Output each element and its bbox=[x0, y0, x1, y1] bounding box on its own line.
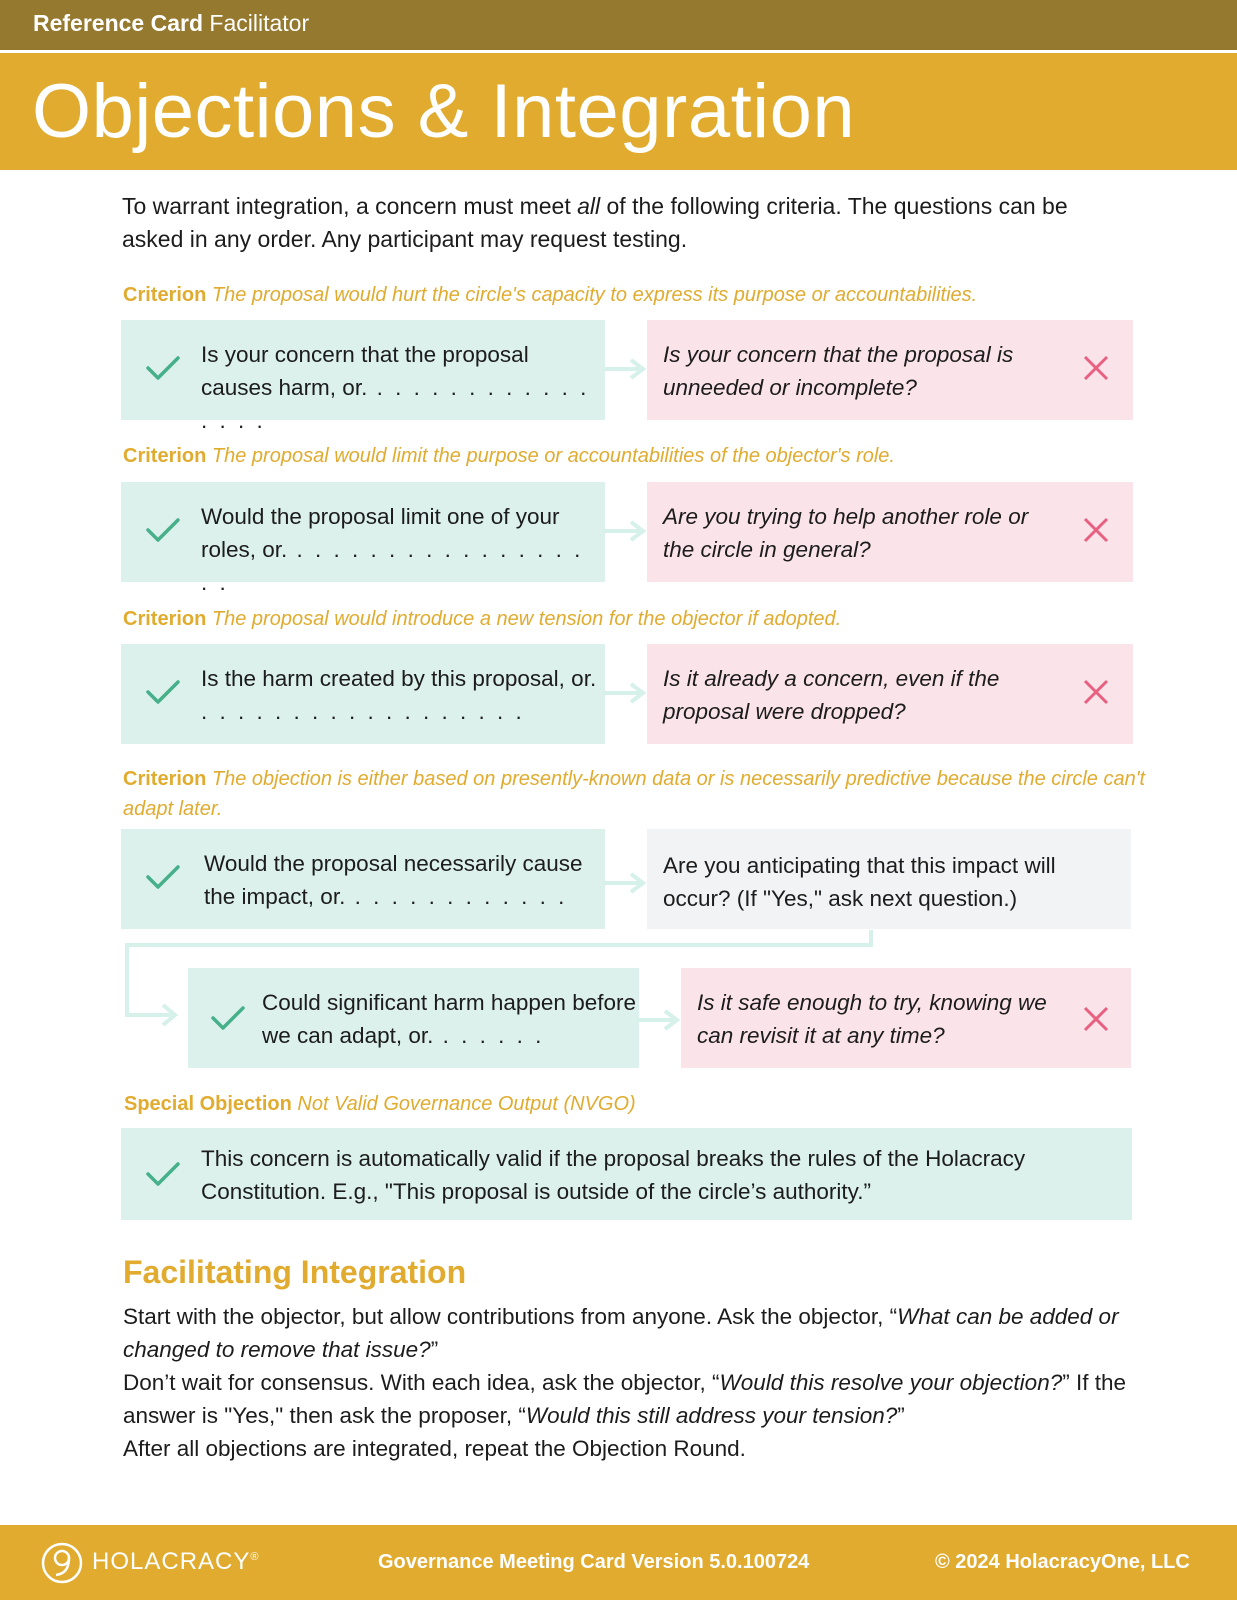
facilitating-heading: Facilitating Integration bbox=[123, 1254, 467, 1290]
criterion-4-followup-invalid-question: Is it safe enough to try, knowing we can revisit it at any time? bbox=[697, 990, 1047, 1048]
card-role: Facilitator bbox=[209, 10, 310, 36]
page-title: Objections & Integration bbox=[32, 69, 856, 154]
criterion-3-valid-question: Is the harm created by this proposal, or. . . . . . . . . . . . . . . . . . . bbox=[201, 666, 597, 724]
criterion-4-followup-invalid-box bbox=[681, 968, 1131, 1068]
criterion-3-invalid-question: Is it already a concern, even if the proposal were dropped? bbox=[663, 666, 1000, 724]
facilitating-paragraph-1: Start with the objector, but allow contributions from anyone. Ask the objector, “What can be added or changed to remove that issue?” bbox=[123, 1304, 1119, 1362]
criterion-4-middle-box bbox=[647, 829, 1131, 929]
criterion-4-middle-question: Are you anticipating that this impact will occur? (If "Yes," ask next question.) bbox=[663, 853, 1056, 911]
footer-copyright: © 2024 HolacracyOne, LLC bbox=[935, 1551, 1190, 1573]
check-icon bbox=[145, 516, 181, 544]
criterion-4-followup-valid-question: Could significant harm happen before we can adapt, or. . . . . . . bbox=[262, 990, 636, 1048]
footer-brand: HOLACRACY® bbox=[92, 1548, 260, 1575]
special-objection-heading: Special Objection Not Valid Governance Output (NVGO) bbox=[124, 1093, 636, 1115]
criterion-4-heading: Criterion The objection is either based on presently-known data or is necessarily predictive because the circle can't adapt later. bbox=[123, 768, 1146, 820]
check-icon bbox=[145, 863, 181, 891]
check-icon bbox=[145, 354, 181, 382]
criterion-1-valid-question: Is your concern that the proposal causes harm, or. . . . . . . . . . . . . . . . . bbox=[201, 342, 590, 433]
criterion-2-heading: Criterion The proposal would limit the purpose or accountabilities of the objector's role. bbox=[123, 445, 895, 467]
special-objection-description: This concern is automatically valid if the proposal breaks the rules of the Holacracy Constitution. E.g., "This proposal is outside of the circle’s authority.” bbox=[201, 1146, 1026, 1204]
criterion-3-invalid-box bbox=[647, 644, 1133, 744]
criterion-4-valid-question: Would the proposal necessarily cause the impact, or. . . . . . . . . . . . . bbox=[204, 851, 583, 909]
arrow-right-icon bbox=[603, 681, 647, 705]
facilitating-body bbox=[123, 1300, 1153, 1465]
criterion-2-valid-box bbox=[121, 482, 605, 595]
criterion-1-invalid-question: Is your concern that the proposal is unneeded or incomplete? bbox=[663, 342, 1014, 400]
special-objection-box bbox=[121, 1128, 1132, 1220]
cross-icon bbox=[1081, 677, 1111, 707]
intro-emphasis: all bbox=[577, 193, 601, 219]
footer bbox=[0, 1525, 1237, 1600]
check-icon bbox=[210, 1004, 246, 1032]
card-type: Reference Card Facilitator bbox=[33, 10, 310, 36]
criterion-2-invalid-question: Are you trying to help another role or the circle in general? bbox=[663, 504, 1029, 562]
arrow-right-icon bbox=[603, 357, 647, 381]
criterion-1-invalid-box bbox=[647, 320, 1133, 420]
intro-text: To warrant integration, a concern must meet all of the following criteria. The questions can be asked in any order. Any participant may request testing. bbox=[122, 193, 1068, 252]
arrow-right-icon bbox=[637, 1008, 681, 1032]
check-icon bbox=[145, 678, 181, 706]
criterion-1-heading: Criterion The proposal would hurt the circle's capacity to express its purpose or accountabilities. bbox=[123, 284, 978, 306]
cross-icon bbox=[1081, 515, 1111, 545]
criterion-3-heading: Criterion The proposal would introduce a new tension for the objector if adopted. bbox=[123, 608, 842, 630]
cross-icon bbox=[1081, 1004, 1111, 1034]
footer-version: Governance Meeting Card Version 5.0.100724 bbox=[378, 1551, 810, 1573]
check-icon bbox=[145, 1160, 181, 1188]
criterion-2-invalid-box bbox=[647, 482, 1133, 582]
facilitating-paragraph-2: Don’t wait for consensus. With each idea, ask the objector, “Would this resolve your objection?” If the answer is "Yes," then ask the proposer, “Would this still address your tension?” bbox=[123, 1370, 1127, 1428]
cross-icon bbox=[1081, 353, 1111, 383]
criterion-4-followup-valid-box bbox=[188, 968, 639, 1068]
title-bar bbox=[0, 53, 1237, 170]
holacracy-logo-icon bbox=[40, 1541, 84, 1585]
criterion-2-valid-question: Would the proposal limit one of your roles, or. . . . . . . . . . . . . . . . . . . bbox=[201, 504, 584, 595]
criterion-3-valid-box bbox=[121, 644, 605, 744]
arrow-right-icon bbox=[603, 519, 647, 543]
arrow-right-icon bbox=[603, 871, 647, 895]
facilitating-paragraph-3: After all objections are integrated, repeat the Objection Round. bbox=[123, 1436, 746, 1461]
criterion-1-valid-box bbox=[121, 320, 605, 433]
top-bar bbox=[0, 0, 1237, 50]
criterion-4-valid-box bbox=[121, 829, 605, 929]
